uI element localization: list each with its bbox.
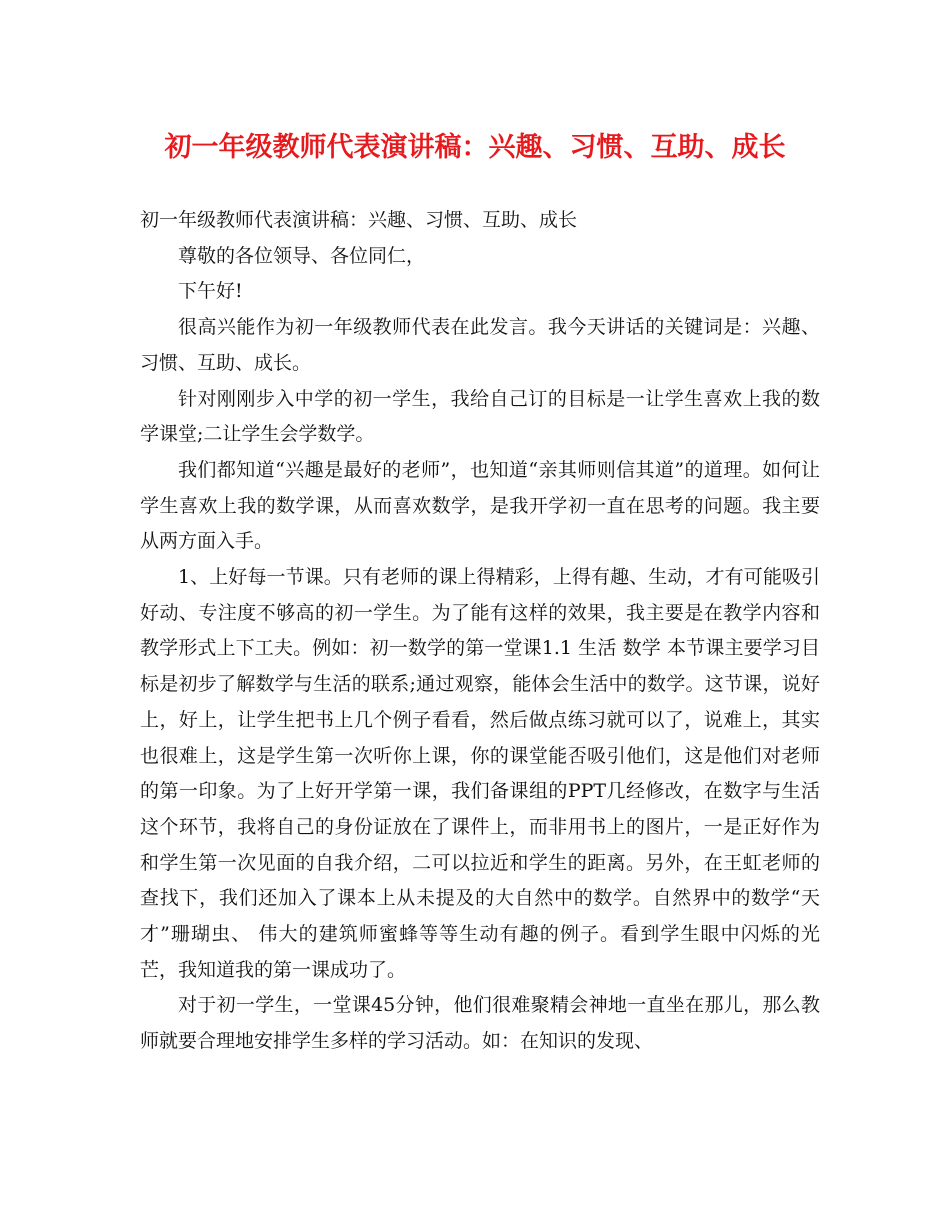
paragraph: 很高兴能作为初一年级教师代表在此发言。我今天讲话的关键词是：兴趣、习惯、互助、成长。 <box>140 316 820 374</box>
paragraph: 1、上好每一节课。只有老师的课上得精彩，上得有趣、生动，才有可能吸引好动、专注度不够高的初一学生。为了能有这样的效果，我主要是在教学内容和教学形式上下工夫。例如：初一数学的第一堂课1.1 生活 数学 本节课主要学习目标是初步了解数学与生活的联系;通过观察，能体会生活中的数学。这节课，说好上，好上，让学生把书上几个例子看看，然后做点练习就可以了，说难上，其实也很难上，这是学生第一次听你上课，你的课堂能否吸引他们，这是他们对老师的第一印象。为了上好开学第一课，我们备课组的PPT几经修改，在数字与生活这个环节，我将自己的身份证放在了课件上，而非用书上的图片，一是正好作为和学生第一次见面的自我介绍，二可以拉近和学生的距离。另外，在王虹老师的查找下，我们还加入了课本上从未提及的大自然中的数学。自然界中的数学“天才”珊瑚虫、 伟大的建筑师蜜蜂等等生动有趣的例子。看到学生眼中闪烁的光芒，我知道我的第一课成功了。 <box>140 566 820 981</box>
paragraph: 下午好! <box>178 280 243 303</box>
paragraph: 尊敬的各位领导、各位同仁， <box>178 244 426 267</box>
paragraph: 针对刚刚步入中学的初一学生，我给自己订的目标是一让学生喜欢上我的数学课堂;二让学生会学数学。 <box>140 387 820 446</box>
paragraph: 对于初一学生，一堂课45分钟，他们很难聚精会神地一直坐在那儿，那么教师就要合理地安排学生多样的学习活动。如：在知识的发现、 <box>140 994 820 1053</box>
document-title: 初一年级教师代表演讲稿：兴趣、习惯、互助、成长 <box>164 132 786 163</box>
paragraph: 我们都知道“兴趣是最好的老师”，也知道“亲其师则信其道”的道理。如何让学生喜欢上我的数学课，从而喜欢数学，是我开学初一直在思考的问题。我主要从两方面入手。 <box>140 458 820 553</box>
paragraph: 初一年级教师代表演讲稿：兴趣、习惯、互助、成长 <box>140 209 578 231</box>
document-body <box>140 203 820 1060</box>
